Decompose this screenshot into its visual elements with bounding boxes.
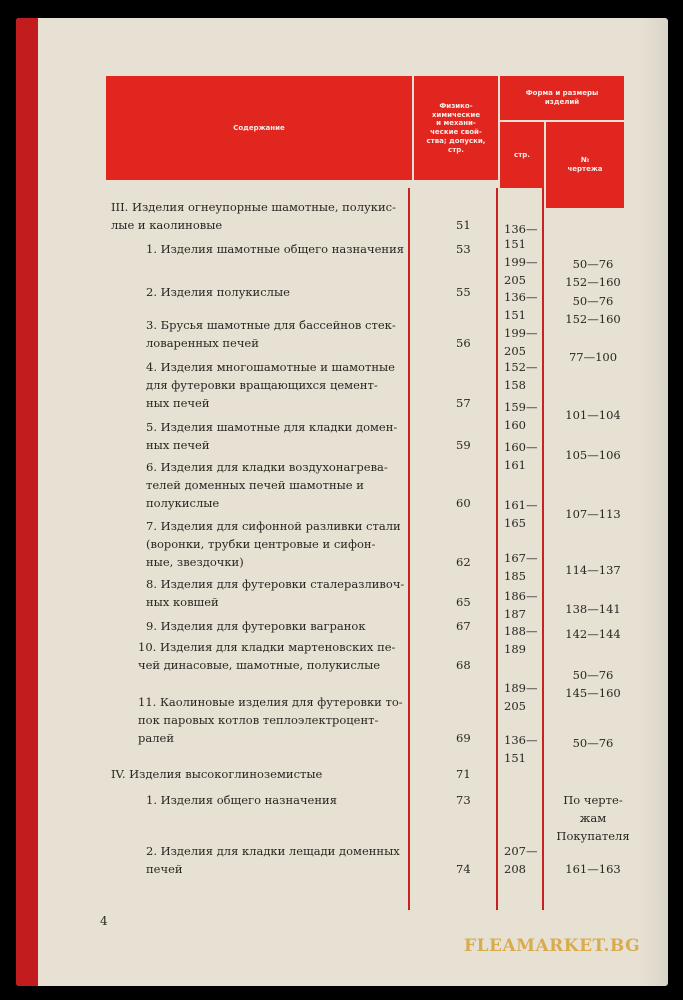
entry-props-page: 53 [456, 242, 471, 256]
entry-form-page: 136— [504, 733, 538, 747]
entry-props-page: 51 [456, 218, 471, 232]
entry-text: ные, звездочки) [146, 555, 244, 569]
entry-drawing-number: 138—141 [565, 602, 621, 616]
entry-text: 2. Изделия для кладки лещади доменных [146, 844, 400, 858]
entry-props-page: 62 [456, 555, 471, 569]
entry-text: 7. Изделия для сифонной разливки стали [146, 519, 401, 533]
entry-form-page: 151 [504, 308, 526, 322]
entry-form-page: 186— [504, 589, 538, 603]
entry-form-page: 208 [504, 862, 526, 876]
entry-text: 2. Изделия полукислые [146, 285, 290, 299]
entry-text: 8. Изделия для футеровки сталеразливоч- [146, 577, 405, 591]
entry-form-page: 136— [504, 290, 538, 304]
book-page [16, 18, 668, 986]
entry-text: 3. Брусья шамотные для бассейнов стек- [146, 318, 396, 332]
entry-form-page: 161 [504, 458, 526, 472]
entry-form-page: 205 [504, 344, 526, 358]
entry-text: печей [146, 862, 183, 876]
entry-drawing-number: 161—163 [565, 862, 621, 876]
entry-props-page: 73 [456, 793, 471, 807]
column-line-3 [542, 188, 544, 910]
watermark: FLEAMARKET.BG [464, 936, 641, 956]
entry-text: ралей [138, 731, 174, 745]
header-drawing-number: № чертежа [546, 122, 624, 208]
entry-text: ных печей [146, 396, 210, 410]
entry-text: 4. Изделия многошамотные и шамотные [146, 360, 395, 374]
entry-text: для футеровки вращающихся цемент- [146, 378, 378, 392]
entry-text: ных ковшей [146, 595, 219, 609]
entry-form-page: 151 [504, 237, 526, 251]
entry-form-page: 165 [504, 516, 526, 530]
entry-props-page: 74 [456, 862, 471, 876]
entry-props-page: 56 [456, 336, 471, 350]
entry-form-page: 188— [504, 624, 538, 638]
entry-drawing-number: 142—144 [565, 627, 621, 641]
entry-form-page: 199— [504, 255, 538, 269]
entry-drawing-number: 152—160 [565, 275, 621, 289]
entry-form-page: 189— [504, 681, 538, 695]
entry-form-page: 199— [504, 326, 538, 340]
entry-drawing-number: 105—106 [565, 448, 621, 462]
entry-form-page: 205 [504, 699, 526, 713]
entry-props-page: 65 [456, 595, 471, 609]
entry-drawing-number: 114—137 [565, 563, 621, 577]
entry-text: пок паровых котлов теплоэлектроцент- [138, 713, 379, 727]
entry-text: полукислые [146, 496, 220, 510]
entry-form-page: 189 [504, 642, 526, 656]
entry-drawing-number: 101—104 [565, 408, 621, 422]
entry-form-page: 152— [504, 360, 538, 374]
entry-drawing-number: Покупателя [556, 829, 630, 843]
entry-text: 5. Изделия шамотные для кладки домен- [146, 420, 398, 434]
entry-drawing-number: 50—76 [572, 668, 614, 682]
header-page: стр. [500, 122, 544, 188]
entry-drawing-number: По черте- [563, 793, 623, 807]
entry-drawing-number: 50—76 [572, 736, 614, 750]
header-form-sizes: Форма и размеры изделий [500, 76, 624, 120]
entry-text: 9. Изделия для футеровки вагранок [146, 619, 366, 633]
entry-props-page: 60 [456, 496, 471, 510]
column-line-2 [496, 188, 498, 910]
entry-form-page: 158 [504, 378, 526, 392]
entry-text: лые и каолиновые [111, 218, 223, 232]
entry-text: 1. Изделия общего назначения [146, 793, 337, 807]
entry-text: IV. Изделия высокоглиноземистые [111, 767, 323, 781]
entry-props-page: 57 [456, 396, 471, 410]
entry-drawing-number: 145—160 [565, 686, 621, 700]
entry-drawing-number: жам [579, 811, 607, 825]
entry-props-page: 71 [456, 767, 471, 781]
entry-text: III. Изделия огнеупорные шамотные, полукис- [111, 200, 396, 214]
entry-form-page: 151 [504, 751, 526, 765]
entry-text: (воронки, трубки центровые и сифон- [146, 537, 376, 551]
entry-drawing-number: 77—100 [568, 350, 618, 364]
entry-form-page: 160 [504, 418, 526, 432]
entry-form-page: 205 [504, 273, 526, 287]
entry-props-page: 69 [456, 731, 471, 745]
header-content: Содержание [106, 76, 412, 180]
entry-text: 11. Каолиновые изделия для футеровки то- [138, 695, 403, 709]
entry-form-page: 187 [504, 607, 526, 621]
entry-drawing-number: 50—76 [572, 294, 614, 308]
entry-props-page: 55 [456, 285, 471, 299]
entry-text: ных печей [146, 438, 210, 452]
entry-drawing-number: 107—113 [565, 507, 621, 521]
entry-text: 10. Изделия для кладки мартеновских пе- [138, 640, 396, 654]
page-number: 4 [100, 914, 108, 928]
entry-text: ловаренных печей [146, 336, 259, 350]
entry-text: чей динасовые, шамотные, полукислые [138, 658, 381, 672]
entry-form-page: 159— [504, 400, 538, 414]
entry-form-page: 167— [504, 551, 538, 565]
entry-drawing-number: 50—76 [572, 257, 614, 271]
entry-props-page: 67 [456, 619, 471, 633]
header-properties: Физико- химические и механи- ческие свой- ства; допуски, стр. [414, 76, 498, 180]
column-line-1 [408, 188, 410, 910]
entry-form-page: 136— [504, 222, 538, 236]
entry-drawing-number: 152—160 [565, 312, 621, 326]
entry-text: 1. Изделия шамотные общего назначения [146, 242, 405, 256]
page-edge-strip [16, 18, 38, 986]
entry-props-page: 68 [456, 658, 471, 672]
entry-form-page: 160— [504, 440, 538, 454]
entry-form-page: 161— [504, 498, 538, 512]
entry-props-page: 59 [456, 438, 471, 452]
entry-form-page: 185 [504, 569, 526, 583]
entry-text: 6. Изделия для кладки воздухонагрева- [146, 460, 388, 474]
entry-form-page: 207— [504, 844, 538, 858]
entry-text: телей доменных печей шамотные и [146, 478, 364, 492]
